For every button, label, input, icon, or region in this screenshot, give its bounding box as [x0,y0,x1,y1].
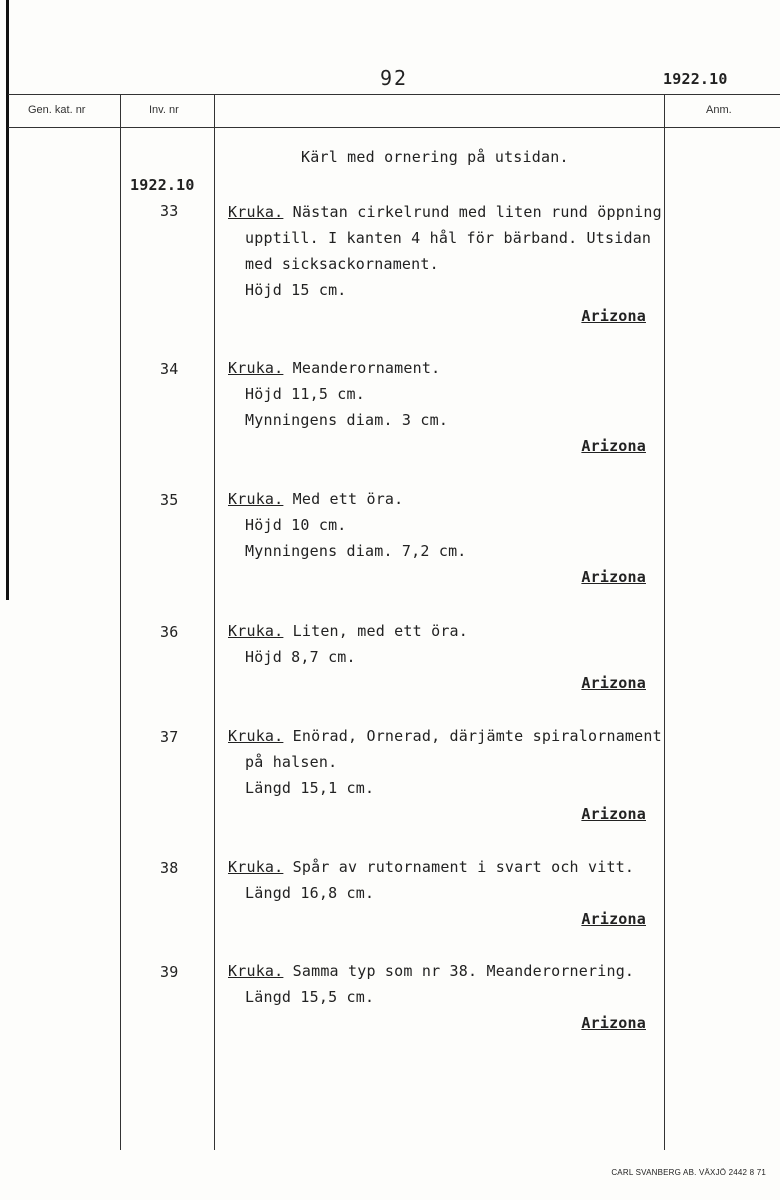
entry-place: Arizona [581,568,646,586]
inv-number: 36 [160,623,179,641]
inv-number: 34 [160,360,179,378]
entry-text: Liten, med ett öra. [283,622,469,640]
entry-text: Meanderornament. [283,359,441,377]
inv-number: 37 [160,728,179,746]
entry-line: Höjd 11,5 cm. [245,385,365,403]
entry-keyword: Kruka. [228,858,284,876]
column-header-inv-nr: Inv. nr [149,104,179,116]
entry-keyword: Kruka. [228,359,284,377]
entry-line: på halsen. [245,753,338,771]
entry-text: Enörad, Ornerad, därjämte spiralornament [283,727,662,745]
entry-text: Spår av rutornament i svart och vitt. [283,858,635,876]
entry-line: med sicksackornament. [245,255,439,273]
entry-text: Samma typ som nr 38. Meanderornering. [283,962,635,980]
column-header-gen-kat-nr: Gen. kat. nr [28,104,86,116]
entry-keyword: Kruka. [228,962,284,980]
inv-number: 39 [160,963,179,981]
entry-place: Arizona [581,910,646,928]
printer-footer: CARL SVANBERG AB. VÄXJÖ 2442 8 71 [611,1168,766,1177]
inv-year: 1922.10 [130,176,195,194]
entry-line: Längd 15,1 cm. [245,779,375,797]
entry-first-line [228,486,666,512]
entry-keyword: Kruka. [228,727,284,745]
inv-number: 35 [160,491,179,509]
column-header-anm: Anm. [706,104,732,116]
entry-text: Med ett öra. [283,490,404,508]
entry-place: Arizona [581,805,646,823]
entry-keyword: Kruka. [228,622,284,640]
catalog-entry [228,854,666,932]
entry-line: Mynningens diam. 3 cm. [245,411,449,429]
entry-first-line [228,355,666,381]
entry-place: Arizona [581,1014,646,1032]
section-title: Kärl med ornering på utsidan. [301,148,569,166]
inv-number: 33 [160,202,179,220]
entry-line: Höjd 10 cm. [245,516,347,534]
entry-first-line [228,199,666,225]
entry-first-line [228,958,666,984]
entry-place: Arizona [581,307,646,325]
column-divider-inv-text [214,94,215,1150]
entry-line: Höjd 15 cm. [245,281,347,299]
entry-line: Mynningens diam. 7,2 cm. [245,542,467,560]
entry-line: Höjd 8,7 cm. [245,648,356,666]
entry-keyword: Kruka. [228,203,284,221]
entry-first-line [228,854,666,880]
catalog-entry [228,486,666,590]
entry-first-line [228,723,666,749]
entry-first-line [228,618,666,644]
page-number: 92 [380,66,409,90]
entry-place: Arizona [581,674,646,692]
entry-text: Nästan cirkelrund med liten rund öppning [283,203,662,221]
catalog-entry [228,355,666,459]
column-divider-gen-inv [120,94,121,1150]
entry-line: Längd 15,5 cm. [245,988,375,1006]
catalog-entry [228,199,666,329]
entry-line: Längd 16,8 cm. [245,884,375,902]
inv-number: 38 [160,859,179,877]
catalog-entry [228,958,666,1036]
entry-place: Arizona [581,437,646,455]
catalog-year: 1922.10 [663,70,728,88]
catalog-entry [228,723,666,827]
entry-line: upptill. I kanten 4 hål för bärband. Utsidan [245,229,652,247]
catalog-entry [228,618,666,696]
entry-keyword: Kruka. [228,490,284,508]
binding-edge [6,0,9,600]
